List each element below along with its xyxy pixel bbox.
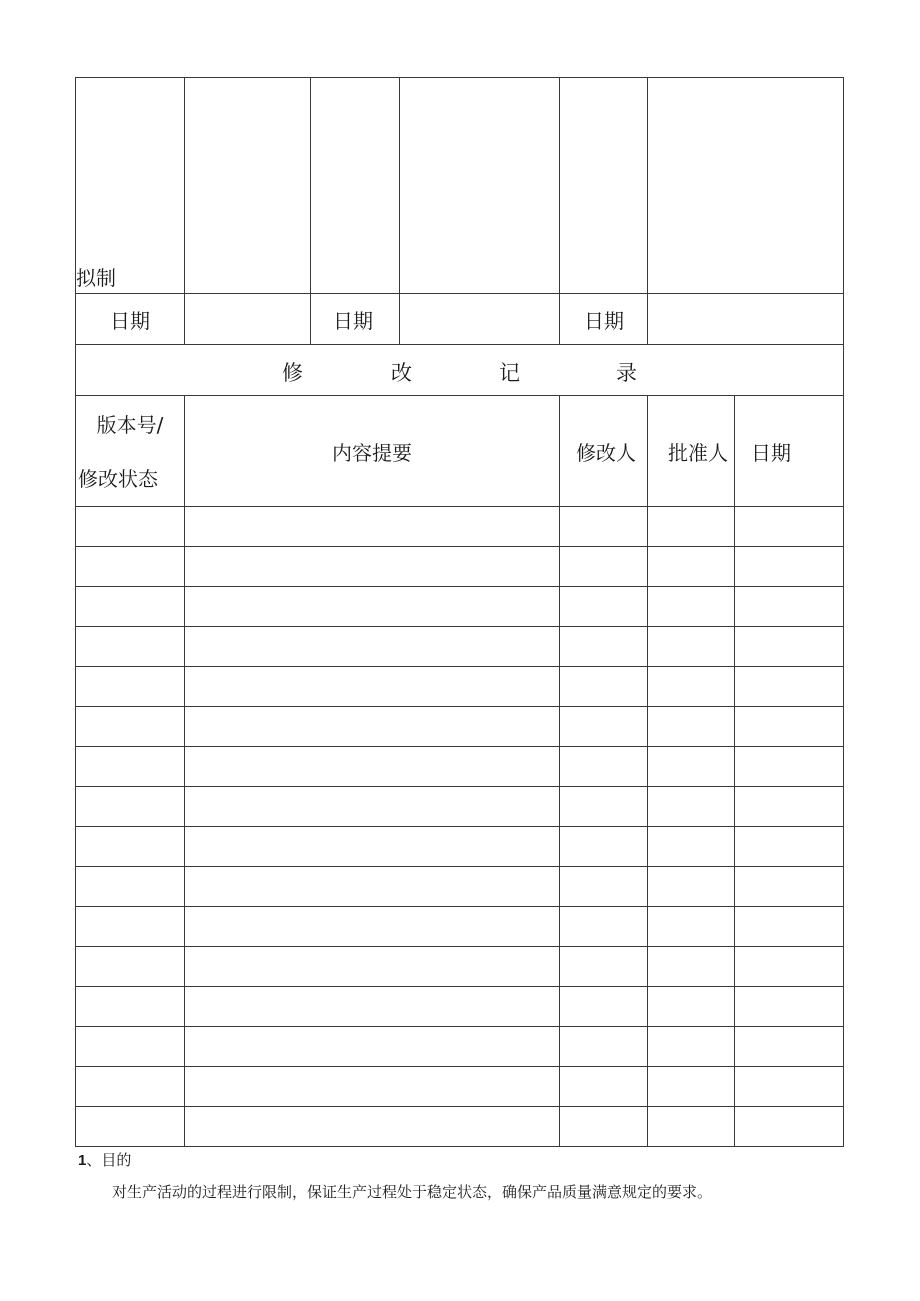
version-cell[interactable] <box>76 627 185 667</box>
version-header-line2: 修改状态 <box>78 467 158 491</box>
date-cell[interactable] <box>735 947 844 987</box>
content-cell[interactable] <box>185 947 560 987</box>
date-cell[interactable] <box>735 587 844 627</box>
revision-row <box>76 827 844 867</box>
date-label-1: 日期 <box>76 294 185 345</box>
approver-cell[interactable] <box>648 1027 735 1067</box>
date-cell[interactable] <box>735 1067 844 1107</box>
approver-cell[interactable] <box>648 1067 735 1107</box>
revision-row <box>76 507 844 547</box>
revision-row <box>76 747 844 787</box>
content-cell[interactable] <box>185 507 560 547</box>
modifier-cell[interactable] <box>560 1067 648 1107</box>
version-cell[interactable] <box>76 587 185 627</box>
approver-header: 批准人 <box>648 396 735 507</box>
date-cell[interactable] <box>735 867 844 907</box>
date-cell[interactable] <box>735 907 844 947</box>
content-cell[interactable] <box>185 987 560 1027</box>
date-cell[interactable] <box>735 627 844 667</box>
revision-row <box>76 907 844 947</box>
date-label-3: 日期 <box>560 294 648 345</box>
section-number: 1 <box>78 1152 87 1169</box>
date-value-2[interactable] <box>400 294 560 345</box>
content-cell[interactable] <box>185 747 560 787</box>
approver-cell[interactable] <box>648 947 735 987</box>
content-cell[interactable] <box>185 627 560 667</box>
revision-row <box>76 947 844 987</box>
signature-cell-3[interactable] <box>400 78 560 294</box>
approver-cell[interactable] <box>648 827 735 867</box>
revision-row <box>76 867 844 907</box>
version-cell[interactable] <box>76 507 185 547</box>
content-cell[interactable] <box>185 1107 560 1147</box>
title-char-4: 录 <box>616 361 637 385</box>
revision-row <box>76 547 844 587</box>
version-cell[interactable] <box>76 867 185 907</box>
modifier-cell[interactable] <box>560 747 648 787</box>
date-cell[interactable] <box>735 1107 844 1147</box>
title-char-2: 改 <box>391 361 412 385</box>
content-cell[interactable] <box>185 1027 560 1067</box>
version-cell[interactable] <box>76 747 185 787</box>
signature-row <box>76 78 844 294</box>
modifier-cell[interactable] <box>560 987 648 1027</box>
version-status-header <box>76 396 185 507</box>
signature-cell-4[interactable] <box>560 78 648 294</box>
version-cell[interactable] <box>76 707 185 747</box>
revision-row <box>76 627 844 667</box>
approver-cell[interactable] <box>648 867 735 907</box>
approver-cell[interactable] <box>648 707 735 747</box>
date-cell[interactable] <box>735 1027 844 1067</box>
revision-row <box>76 987 844 1027</box>
version-cell[interactable] <box>76 987 185 1027</box>
section-body: 对生产活动的过程进行限制，保证生产过程处于稳定状态，确保产品质量满意规定的要求。 <box>112 1183 713 1201</box>
date-cell[interactable] <box>735 667 844 707</box>
modifier-header: 修改人 <box>560 396 648 507</box>
version-cell[interactable] <box>76 667 185 707</box>
date-row <box>76 294 844 345</box>
approver-cell[interactable] <box>648 587 735 627</box>
date-cell[interactable] <box>735 507 844 547</box>
revision-title-row <box>76 345 844 396</box>
date-label-2: 日期 <box>311 294 400 345</box>
signature-cell-2[interactable] <box>311 78 400 294</box>
revision-date-header: 日期 <box>735 396 844 507</box>
version-cell[interactable] <box>76 1067 185 1107</box>
content-cell[interactable] <box>185 667 560 707</box>
modifier-cell[interactable] <box>560 667 648 707</box>
revision-row <box>76 1107 844 1147</box>
revision-row <box>76 787 844 827</box>
version-cell[interactable] <box>76 1107 185 1147</box>
version-header-line1: 版本号/ <box>96 413 164 437</box>
approver-cell[interactable] <box>648 787 735 827</box>
revision-header-row <box>76 396 844 507</box>
revision-row <box>76 707 844 747</box>
section-heading <box>78 1149 131 1170</box>
content-cell[interactable] <box>185 587 560 627</box>
date-cell[interactable] <box>735 787 844 827</box>
content-cell[interactable] <box>185 827 560 867</box>
revision-row <box>76 667 844 707</box>
approver-cell[interactable] <box>648 747 735 787</box>
modifier-cell[interactable] <box>560 1027 648 1067</box>
version-cell[interactable] <box>76 947 185 987</box>
content-cell[interactable] <box>185 907 560 947</box>
approver-cell[interactable] <box>648 627 735 667</box>
prepared-by-label: 拟制 <box>76 78 185 294</box>
modifier-cell[interactable] <box>560 707 648 747</box>
approver-cell[interactable] <box>648 907 735 947</box>
modifier-cell[interactable] <box>560 547 648 587</box>
approver-cell[interactable] <box>648 1107 735 1147</box>
content-cell[interactable] <box>185 787 560 827</box>
modifier-cell[interactable] <box>560 627 648 667</box>
date-cell[interactable] <box>735 827 844 867</box>
modifier-cell[interactable] <box>560 507 648 547</box>
prepared-by-signature-cell[interactable] <box>185 78 311 294</box>
content-cell[interactable] <box>185 547 560 587</box>
document-control-table <box>75 77 844 1147</box>
content-summary-header: 内容提要 <box>185 396 560 507</box>
date-cell[interactable] <box>735 747 844 787</box>
approver-cell[interactable] <box>648 547 735 587</box>
modifier-cell[interactable] <box>560 907 648 947</box>
modifier-cell[interactable] <box>560 1107 648 1147</box>
approver-cell[interactable] <box>648 667 735 707</box>
modifier-cell[interactable] <box>560 867 648 907</box>
revision-row <box>76 587 844 627</box>
approver-cell[interactable] <box>648 507 735 547</box>
title-char-3: 记 <box>499 361 520 385</box>
date-cell[interactable] <box>735 707 844 747</box>
content-cell[interactable] <box>185 867 560 907</box>
modifier-cell[interactable] <box>560 827 648 867</box>
revision-row <box>76 1027 844 1067</box>
revision-record-title <box>76 345 844 396</box>
version-cell[interactable] <box>76 1027 185 1067</box>
content-cell[interactable] <box>185 1067 560 1107</box>
section-title: 、目的 <box>86 1151 132 1169</box>
version-cell[interactable] <box>76 907 185 947</box>
signature-cell-5[interactable] <box>648 78 844 294</box>
modifier-cell[interactable] <box>560 587 648 627</box>
modifier-cell[interactable] <box>560 787 648 827</box>
date-value-1[interactable] <box>185 294 311 345</box>
title-char-1: 修 <box>282 361 303 385</box>
version-cell[interactable] <box>76 787 185 827</box>
date-cell[interactable] <box>735 987 844 1027</box>
modifier-cell[interactable] <box>560 947 648 987</box>
revision-row <box>76 1067 844 1107</box>
date-value-3[interactable] <box>648 294 844 345</box>
date-cell[interactable] <box>735 547 844 587</box>
content-cell[interactable] <box>185 707 560 747</box>
approver-cell[interactable] <box>648 987 735 1027</box>
version-cell[interactable] <box>76 827 185 867</box>
version-cell[interactable] <box>76 547 185 587</box>
